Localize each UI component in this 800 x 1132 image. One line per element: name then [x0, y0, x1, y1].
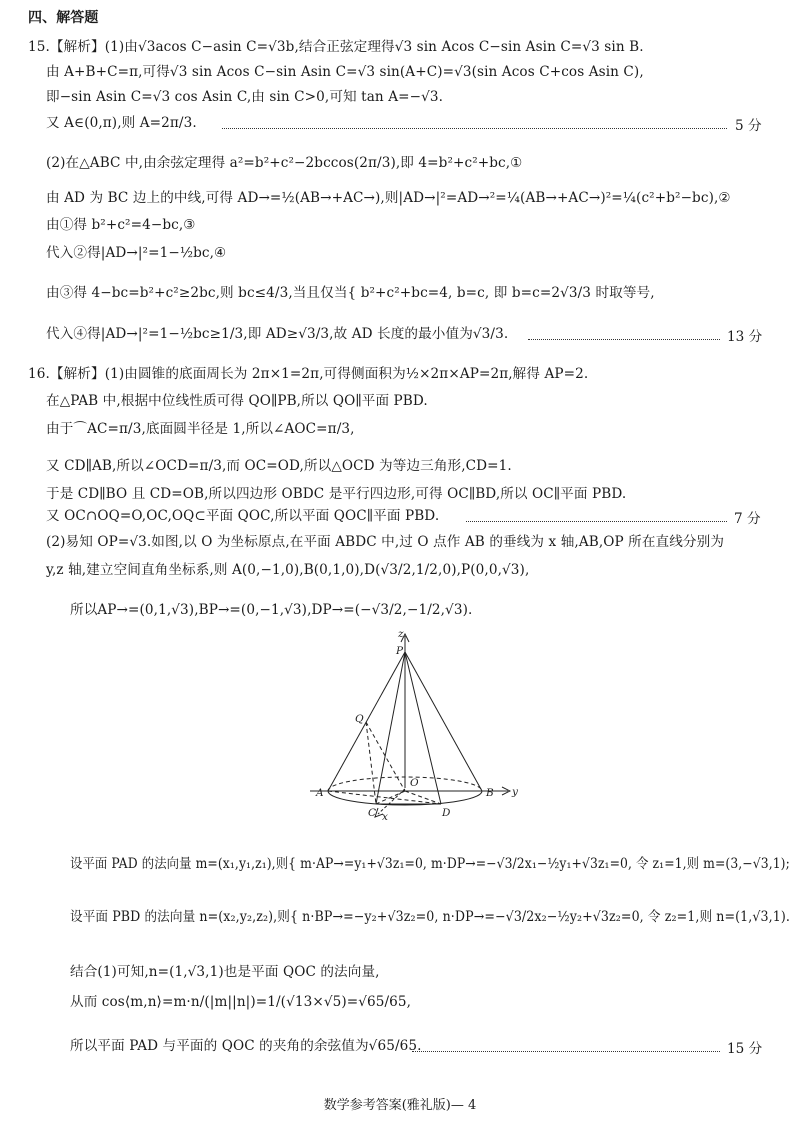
label-C: C: [368, 807, 377, 819]
base-circle-front: [328, 791, 482, 805]
label-A: A: [316, 787, 324, 799]
problem-16-line-1: 16.【解析】(1)由圆锥的底面周长为 2π×1=2π,可得侧面积为½×2π×AP=2π,解得 AP=2.: [28, 366, 589, 382]
problem-15-line-5: (2)在△ABC 中,由余弦定理得 a²=b²+c²−2bccos(2π/3),即 4=b²+c²+bc,①: [46, 155, 523, 171]
problem-16-line-14: 所以平面 PAD 与平面的 QOC 的夹角的余弦值为√65/65.: [70, 1038, 422, 1054]
problem-16-line-10: 设平面 PAD 的法向量 m=(x₁,y₁,z₁),则{ m·AP→=y₁+√3z₁=0, m·DP→=−√3/2x₁−½y₁+√3z₁=0, 令 z₁=1,则 m=(3,−√3,1);: [70, 856, 790, 872]
problem-15-line-3: 即−sin Asin C=√3 cos Asin C,由 sin C>0,可知 tan A=−√3.: [46, 89, 444, 105]
dot-leader: [528, 339, 720, 340]
dot-leader: [412, 1051, 720, 1052]
problem-15-line-1: 15.【解析】(1)由√3acos C−asin C=√3b,结合正弦定理得√3 sin Acos C−sin Asin C=√3 sin B.: [28, 39, 644, 55]
label-y: y: [512, 786, 518, 798]
problem-16-line-11: 设平面 PBD 的法向量 n=(x₂,y₂,z₂),则{ n·BP→=−y₂+√3z₂=0, n·DP→=−√3/2x₂−½y₂+√3z₂=0, 令 z₂=1,则 n=(1,√3,1).: [70, 909, 790, 925]
problem-15-line-6: 由 AD 为 BC 边上的中线,可得 AD→=½(AB→+AC→),则|AD→|²=AD→²=¼(AB→+AC→)²=¼(c²+b²−bc),②: [46, 190, 731, 206]
problem-15-line-2: 由 A+B+C=π,可得√3 sin Acos C−sin Asin C=√3 sin(A+C)=√3(sin Acos C+cos Asin C),: [46, 64, 644, 80]
problem-16-line-8: y,z 轴,建立空间直角坐标系,则 A(0,−1,0),B(0,1,0),D(√3/2,1/2,0),P(0,0,√3),: [46, 562, 530, 578]
segment-AD: [328, 791, 441, 804]
edge-PC: [376, 652, 405, 804]
segment-QC: [366, 722, 376, 804]
dot-leader: [222, 128, 727, 129]
score-label: 15 分: [727, 1041, 763, 1057]
label-D: D: [442, 807, 451, 819]
score-label: 7 分: [734, 511, 761, 527]
problem-15-line-8: 代入②得|AD→|²=1−½bc,④: [46, 245, 227, 261]
problem-15-line-4: 又 A∈(0,π),则 A=2π/3.: [46, 115, 197, 131]
edge-PB: [405, 652, 482, 791]
score-label: 5 分: [735, 118, 762, 134]
label-B: B: [486, 787, 494, 799]
score-label: 13 分: [727, 329, 763, 345]
problem-15-line-9: 由③得 4−bc=b²+c²≥2bc,则 bc≤4/3,当且仅当{ b²+c²+bc=4, b=c, 即 b=c=2√3/3 时取等号,: [46, 285, 655, 301]
problem-15-line-10: 代入④得|AD→|²=1−½bc≥1/3,即 AD≥√3/3,故 AD 长度的最小值为√3/3.: [46, 326, 509, 342]
label-P: P: [396, 645, 404, 657]
dot-leader: [466, 521, 727, 522]
section-heading: 四、解答题: [28, 10, 99, 26]
problem-16-line-13: 从而 cos⟨m,n⟩=m·n/(|m||n|)=1/(√13×√5)=√65/65,: [70, 994, 412, 1010]
page-footer: 数学参考答案(雅礼版)— 4: [323, 1098, 477, 1113]
problem-16-line-7: (2)易知 OP=√3.如图,以 O 为坐标原点,在平面 ABDC 中,过 O 点作 AB 的垂线为 x 轴,AB,OP 所在直线分别为: [46, 534, 725, 550]
problem-16-line-6: 又 OC∩OQ=O,OC,OQ⊂平面 QOC,所以平面 QOC∥平面 PBD.: [46, 508, 440, 524]
problem-16-line-5: 于是 CD∥BO 且 CD=OB,所以四边形 OBDC 是平行四边形,可得 OC∥BD,所以 OC∥平面 PBD.: [46, 486, 627, 502]
segment-OD: [405, 791, 441, 804]
label-Q: Q: [355, 713, 364, 725]
label-z: z: [398, 628, 404, 640]
problem-16-line-4: 又 CD∥AB,所以∠OCD=π/3,而 OC=OD,所以△OCD 为等边三角形,CD=1.: [46, 458, 512, 474]
problem-16-line-9: 所以AP→=(0,1,√3),BP→=(0,−1,√3),DP→=(−√3/2,−1/2,√3).: [70, 602, 473, 618]
label-O: O: [410, 777, 419, 789]
label-x: x: [382, 811, 388, 822]
cone-coordinate-figure: [298, 626, 538, 822]
problem-16-line-2: 在△PAB 中,根据中位线性质可得 QO∥PB,所以 QO∥平面 PBD.: [46, 393, 428, 409]
problem-16-line-3: 由于⌒AC=π/3,底面圆半径是 1,所以∠AOC=π/3,: [46, 421, 355, 437]
problem-16-line-12: 结合(1)可知,n=(1,√3,1)也是平面 QOC 的法向量,: [70, 964, 380, 980]
problem-15-line-7: 由①得 b²+c²=4−bc,③: [46, 217, 196, 233]
edge-PA: [328, 652, 405, 791]
